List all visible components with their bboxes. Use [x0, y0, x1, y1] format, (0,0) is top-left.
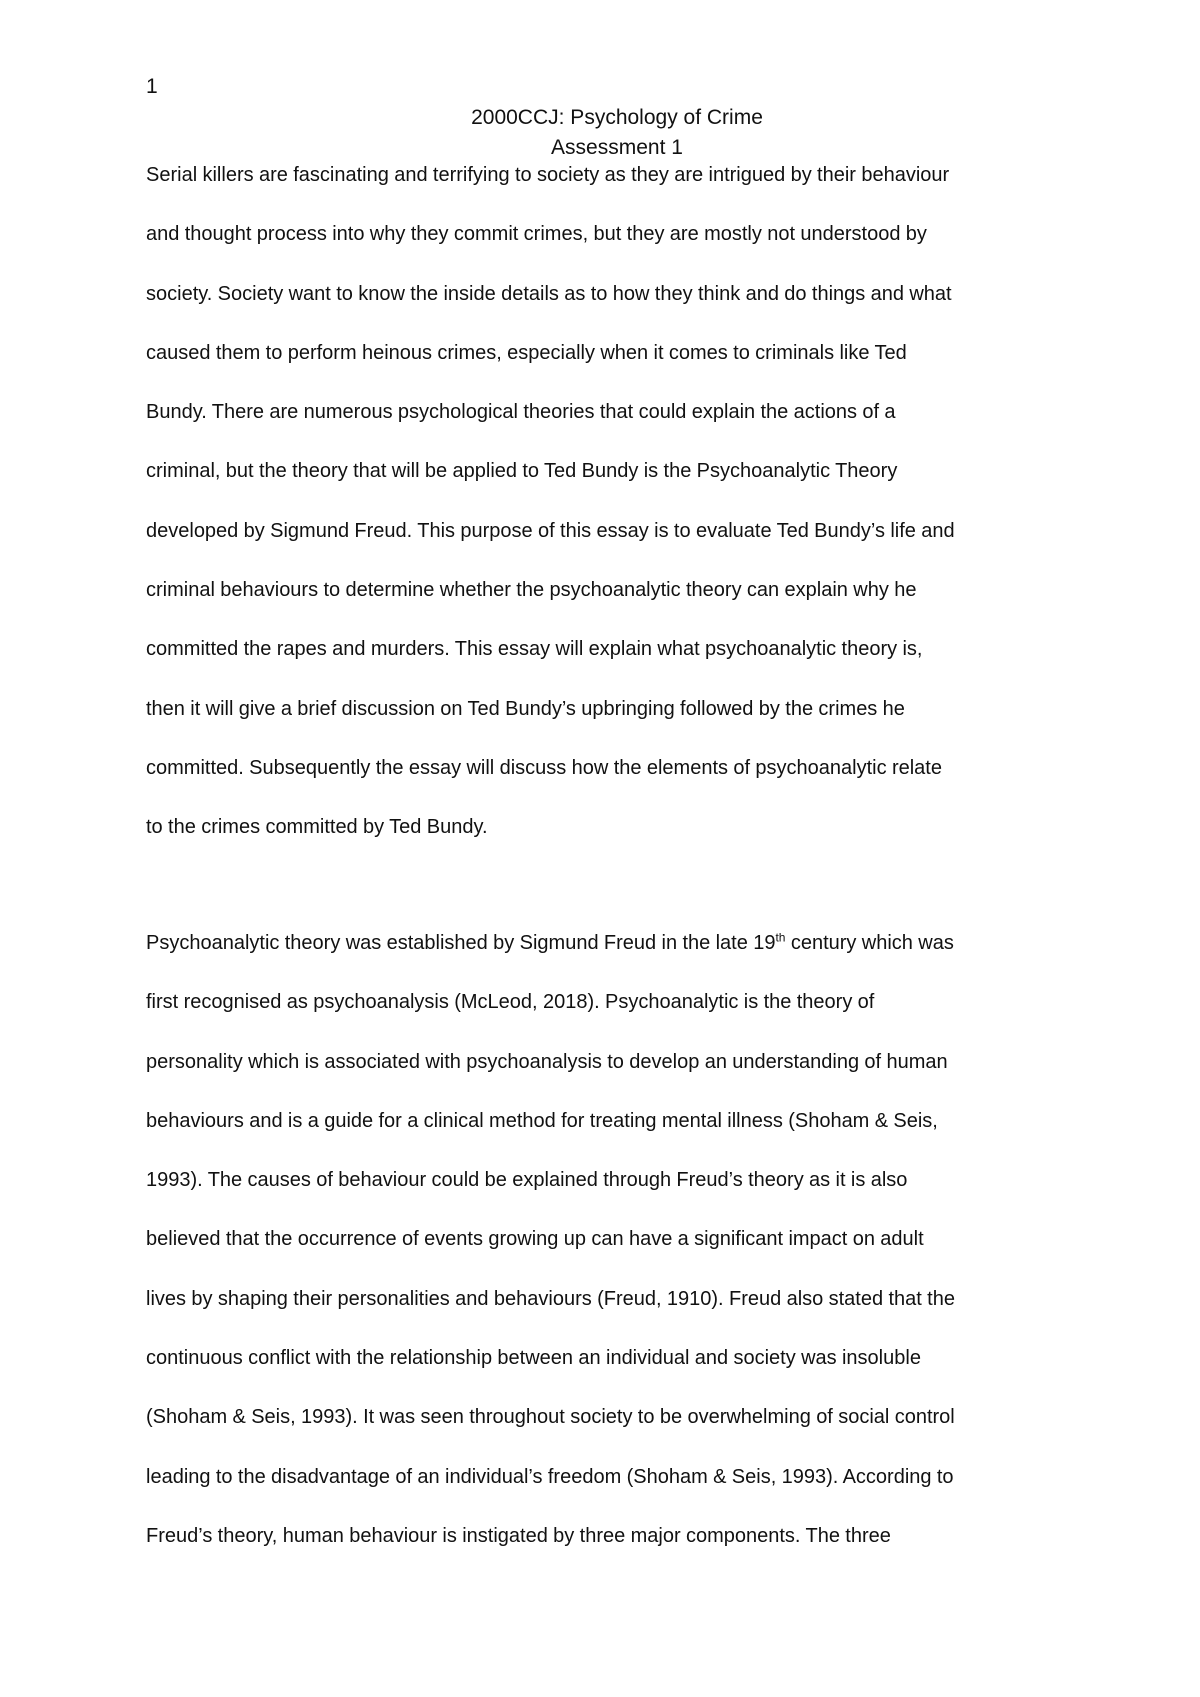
text-line: committed the rapes and murders. This essay will explain what psychoanalytic theory is, [146, 638, 923, 661]
text-line [146, 914, 1056, 973]
text-line: continuous conflict with the relationship between an individual and society was insoluble [146, 1347, 921, 1370]
text-line: (Shoham & Seis, 1993). It was seen throughout society to be overwhelming of social control [146, 1406, 955, 1429]
text-line: 1993). The causes of behaviour could be explained through Freud’s theory as it is also [146, 1169, 908, 1192]
text-segment: Psychoanalytic theory was established by Sigmund Freud in the late 19 [146, 932, 776, 954]
text-line: to the crimes committed by Ted Bundy. [146, 816, 488, 839]
text-segment: century which was [785, 932, 954, 954]
text-line: Bundy. There are numerous psychological theories that could explain the actions of a [146, 401, 896, 424]
text-line: Serial killers are fascinating and terrifying to society as they are intrigued by their behaviour [146, 164, 950, 186]
text-line: first recognised as psychoanalysis (McLeod, 2018). Psychoanalytic is the theory of [146, 991, 875, 1014]
course-title: 2000CCJ: Psychology of Crime [471, 106, 763, 129]
text-line: committed. Subsequently the essay will discuss how the elements of psychoanalytic relate [146, 756, 942, 779]
text-line: believed that the occurrence of events growing up can have a significant impact on adult [146, 1228, 924, 1251]
text-line: lives by shaping their personalities and behaviours (Freud, 1910). Freud also stated that the [146, 1287, 955, 1310]
paragraph-psychoanalytic-theory [146, 914, 1056, 1566]
text-line: leading to the disadvantage of an individual’s freedom (Shoham & Seis, 1993). According to [146, 1465, 954, 1488]
paragraph-introduction [146, 146, 1056, 858]
assessment-title: Assessment 1 [551, 136, 683, 159]
text-line: caused them to perform heinous crimes, especially when it comes to criminals like Ted [146, 341, 907, 364]
ordinal-superscript: th [775, 930, 786, 945]
text-line: behaviours and is a guide for a clinical method for treating mental illness (Shoham & Seis, [146, 1109, 938, 1132]
text-line: and thought process into why they commit crimes, but they are mostly not understood by [146, 223, 927, 246]
text-line: then it will give a brief discussion on Ted Bundy’s upbringing followed by the crimes he [146, 697, 905, 720]
text-line: personality which is associated with psychoanalysis to develop an understanding of human [146, 1050, 948, 1073]
text-line: Freud’s theory, human behaviour is instigated by three major components. The three [146, 1524, 891, 1547]
text-line: society. Society want to know the inside details as to how they think and do things and what [146, 282, 952, 305]
text-line: criminal, but the theory that will be applied to Ted Bundy is the Psychoanalytic Theory [146, 460, 898, 483]
text-line: criminal behaviours to determine whether the psychoanalytic theory can explain why he [146, 579, 917, 602]
page-number: 1 [146, 75, 158, 98]
text-line: developed by Sigmund Freud. This purpose of this essay is to evaluate Ted Bundy’s life and [146, 519, 955, 542]
